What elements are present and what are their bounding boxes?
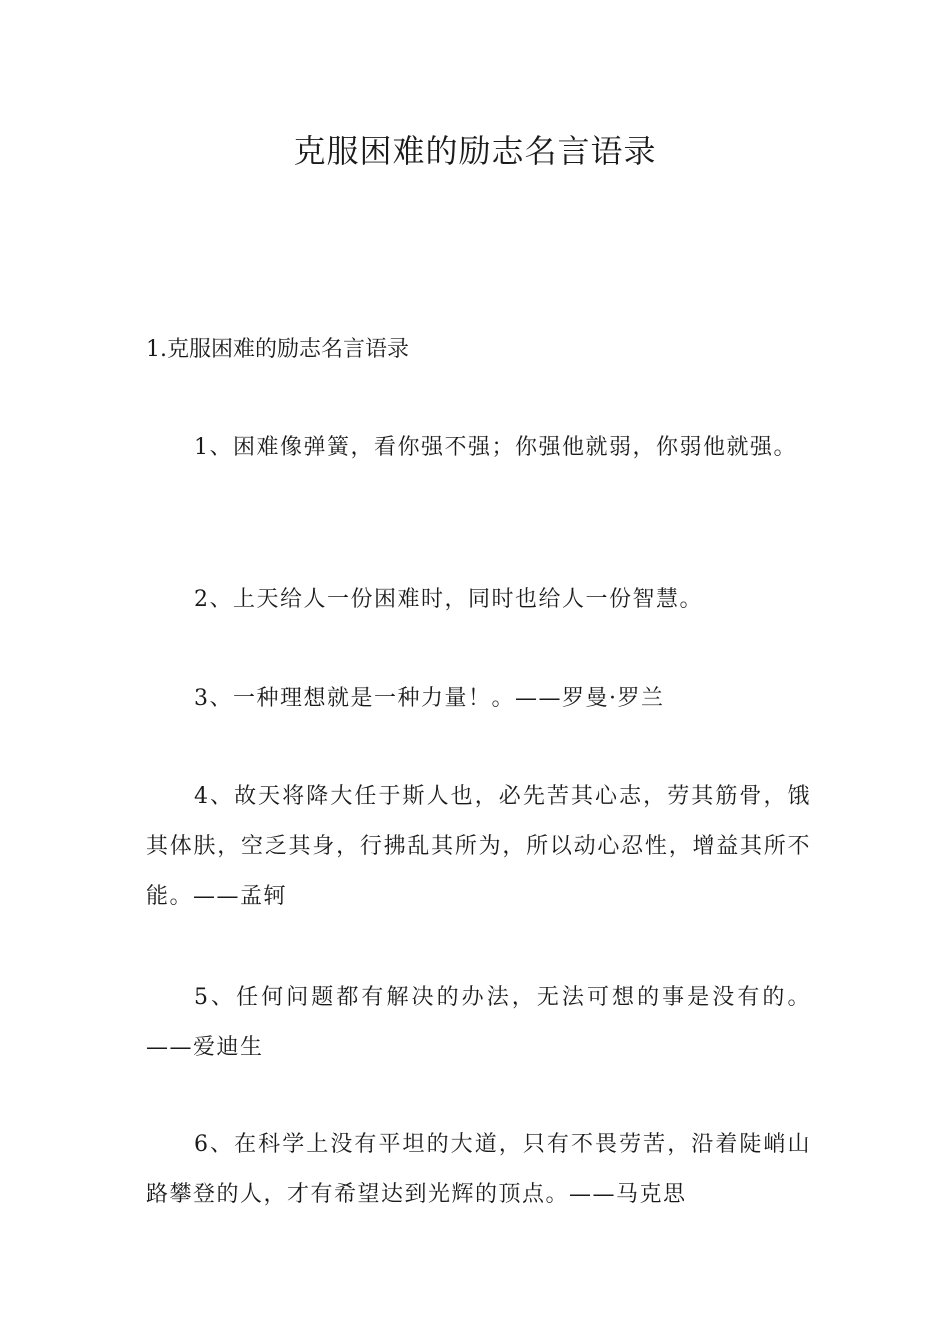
quote-paragraph-3: 3、一种理想就是一种力量！。——罗曼·罗兰 bbox=[194, 686, 665, 711]
document-title: 克服困难的励志名言语录 bbox=[293, 132, 657, 170]
quote-paragraph-6: 6、在科学上没有平坦的大道，只有不畏劳苦，沿着陡峭山路攀登的人，才有希望达到光辉的顶点。——马克思 bbox=[146, 1132, 811, 1207]
quote-paragraph-2: 2、上天给人一份困难时，同时也给人一份智慧。 bbox=[194, 587, 703, 612]
quote-paragraph-4: 4、故天将降大任于斯人也，必先苦其心志，劳其筋骨，饿其体肤，空乏其身，行拂乱其所为，所以动心忍性，增益其所不能。——孟轲 bbox=[146, 784, 811, 909]
section-heading: 1.克服困难的励志名言语录 bbox=[146, 337, 409, 362]
quote-paragraph-1: 1、困难像弹簧，看你强不强；你强他就弱，你弱他就强。 bbox=[194, 435, 797, 460]
quote-paragraph-5: 5、任何问题都有解决的办法，无法可想的事是没有的。——爱迪生 bbox=[146, 985, 811, 1060]
